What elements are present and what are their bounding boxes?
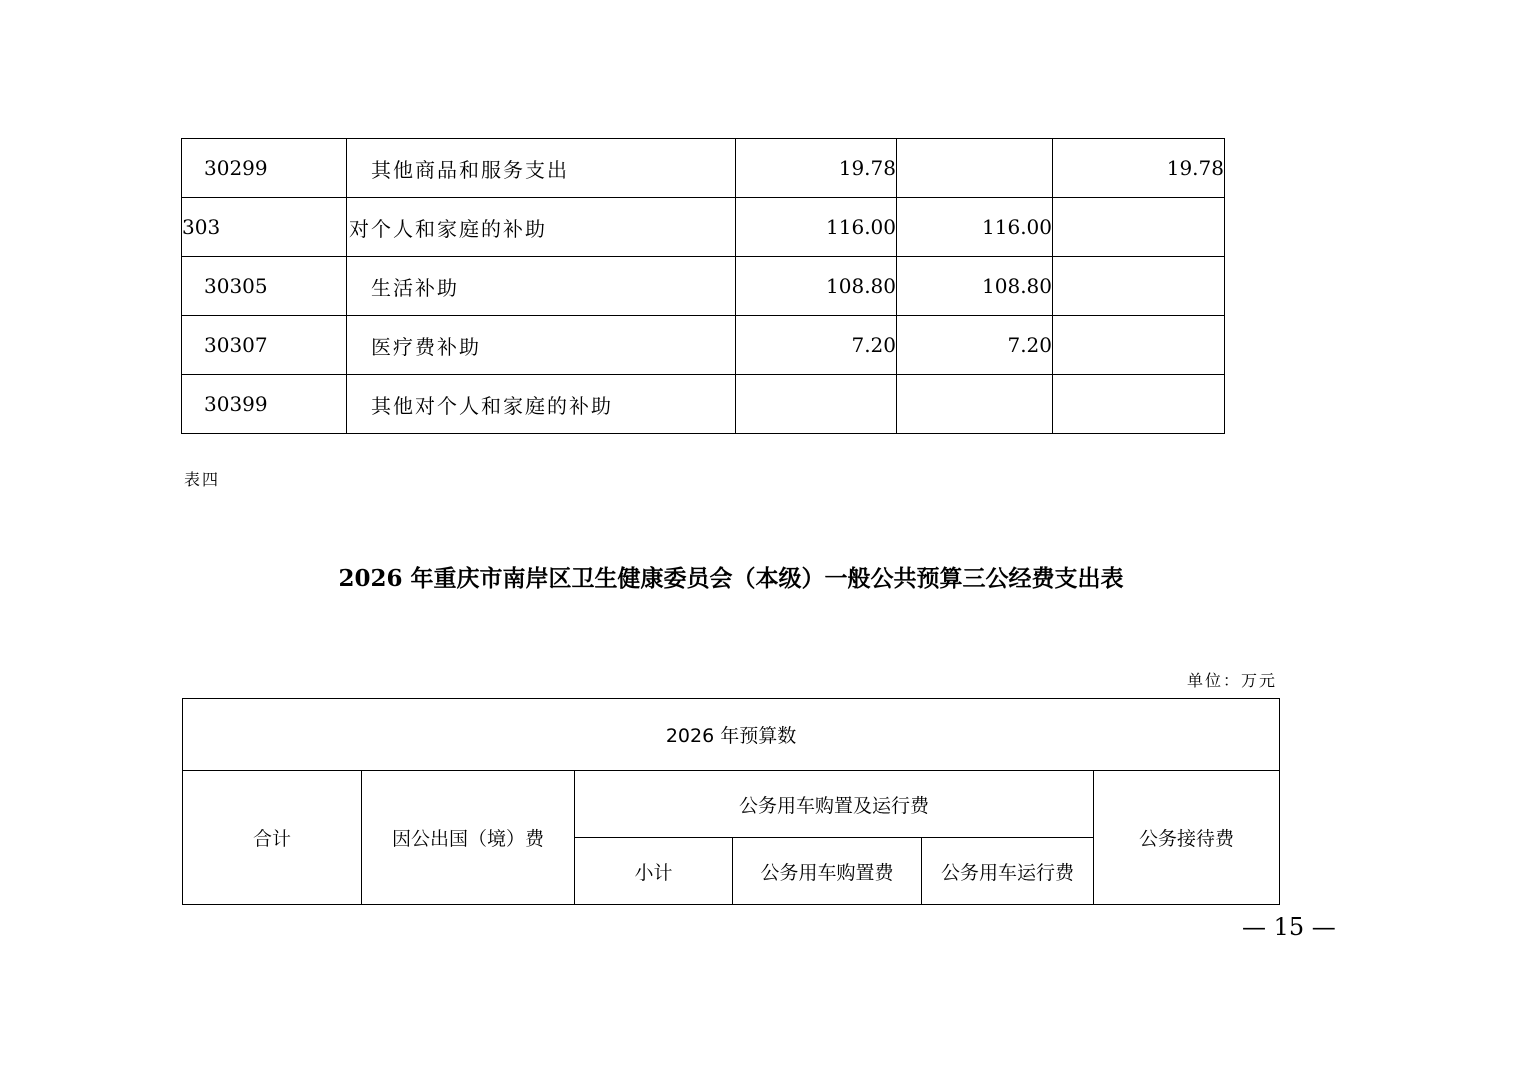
table-caption: 表四: [184, 470, 221, 489]
total-cell: 108.80: [736, 257, 897, 316]
basic-cell: 116.00: [897, 198, 1053, 257]
code-cell: 30299: [182, 139, 347, 198]
total-cell: 19.78: [736, 139, 897, 198]
header-abroad: 因公出国（境）费: [362, 771, 575, 905]
project-cell: [1053, 375, 1225, 434]
header-total: 合计: [183, 771, 362, 905]
code-cell: 303: [182, 198, 347, 257]
project-cell: [1053, 257, 1225, 316]
expenditure-table: [181, 138, 1225, 434]
basic-cell: 108.80: [897, 257, 1053, 316]
total-cell: [736, 375, 897, 434]
code-cell: 30399: [182, 375, 347, 434]
page-number: — 15 —: [1242, 913, 1336, 941]
name-cell: 医疗费补助: [347, 316, 736, 375]
table-row: [182, 257, 1225, 316]
total-cell: 7.20: [736, 316, 897, 375]
table-row: [182, 375, 1225, 434]
project-cell: [1053, 316, 1225, 375]
header-reception: 公务接待费: [1094, 771, 1280, 905]
name-cell: 其他对个人和家庭的补助: [347, 375, 736, 434]
page-title: 2026 年重庆市南岸区卫生健康委员会（本级）一般公共预算三公经费支出表: [338, 565, 1124, 592]
table-row: [182, 316, 1225, 375]
name-cell: 其他商品和服务支出: [347, 139, 736, 198]
header-vehicle-purchase: 公务用车购置费: [733, 838, 922, 905]
unit-label: 单位：万元: [1186, 671, 1277, 690]
basic-cell: 7.20: [897, 316, 1053, 375]
basic-cell: [897, 139, 1053, 198]
header-vehicle-subtotal: 小计: [575, 838, 733, 905]
three-public-expenses-table: [182, 698, 1280, 905]
name-cell: 对个人和家庭的补助: [347, 198, 736, 257]
header-budget-year: 2026 年预算数: [183, 699, 1280, 771]
name-cell: 生活补助: [347, 257, 736, 316]
project-cell: [1053, 198, 1225, 257]
total-cell: 116.00: [736, 198, 897, 257]
project-cell: 19.78: [1053, 139, 1225, 198]
table-row: [182, 198, 1225, 257]
header-vehicle-operation: 公务用车运行费: [922, 838, 1094, 905]
code-cell: 30305: [182, 257, 347, 316]
code-cell: 30307: [182, 316, 347, 375]
table-row: [182, 139, 1225, 198]
basic-cell: [897, 375, 1053, 434]
header-vehicle: 公务用车购置及运行费: [575, 771, 1094, 838]
